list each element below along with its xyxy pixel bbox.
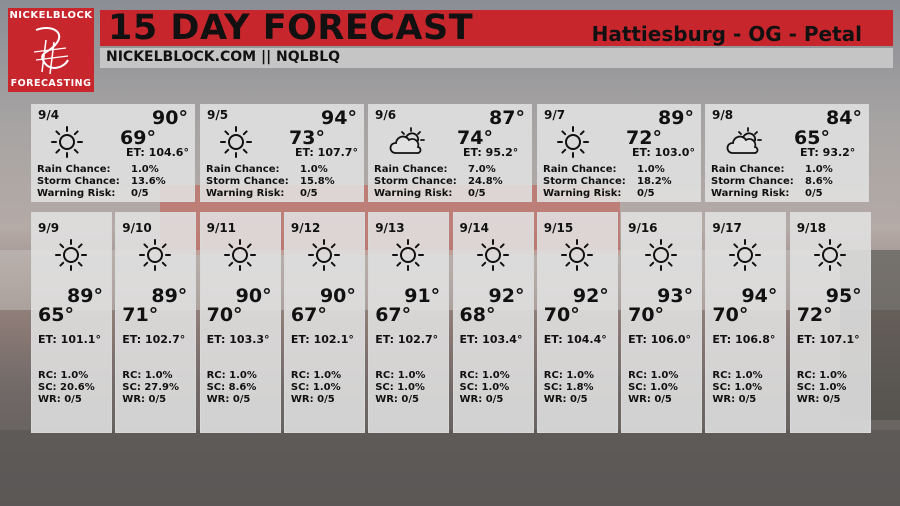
sun-icon <box>391 238 425 276</box>
rc-value: 1.0% <box>229 370 257 381</box>
et-line <box>460 333 523 346</box>
et-line <box>38 333 101 346</box>
day-card <box>31 104 195 202</box>
et-value: 101.1° <box>60 333 101 346</box>
et-value: 103.3° <box>229 333 270 346</box>
rain-row <box>543 164 672 176</box>
et-value: 102.7° <box>397 333 439 346</box>
rc-label: RC: <box>122 370 142 381</box>
et-label: ET: <box>126 146 145 159</box>
warn-label: Warning Risk: <box>37 187 116 199</box>
day-date: 9/6 <box>375 108 397 122</box>
rc-value: 1.0% <box>650 370 679 381</box>
high-temp: 89° <box>658 107 694 129</box>
wr-label: WR: <box>375 394 398 405</box>
et-label: ET: <box>295 146 314 159</box>
et-value: 104.4° <box>566 333 607 346</box>
storm-row <box>543 176 672 188</box>
stats-block <box>206 164 335 199</box>
rc-label: RC: <box>290 370 310 381</box>
rain-value: 1.0% <box>131 164 159 175</box>
high-temp: 90° <box>235 285 272 307</box>
rain-row <box>711 164 833 176</box>
wr-value: 0/5 <box>738 394 757 405</box>
sc-label: SC: <box>122 382 141 393</box>
wr-row <box>207 394 257 406</box>
rain-label: Rain Chance: <box>543 164 617 175</box>
sc-label: SC: <box>543 382 563 393</box>
partly-cloudy-icon <box>387 125 427 163</box>
storm-row <box>374 176 503 188</box>
sc-value: 1.0% <box>818 382 847 393</box>
rain-label: Rain Chance: <box>711 164 785 175</box>
wr-value: 0/5 <box>148 394 167 405</box>
sc-value: 1.0% <box>650 382 678 393</box>
wr-label: WR: <box>38 394 61 405</box>
warn-label: Warning Risk: <box>374 187 453 199</box>
nickelblock-logo <box>8 8 94 92</box>
et-value: 106.8° <box>735 333 776 346</box>
day-card <box>200 104 364 202</box>
sc-value: 1.0% <box>312 382 341 393</box>
day-card <box>31 212 112 433</box>
wr-row <box>712 394 762 406</box>
warn-row <box>543 188 672 200</box>
et-value: 95.2° <box>485 146 519 159</box>
sun-icon <box>50 125 84 163</box>
wr-row <box>544 394 594 406</box>
rc-value: 1.0% <box>60 370 89 381</box>
sc-row <box>122 382 179 394</box>
storm-value: 18.2% <box>637 175 672 187</box>
et-line <box>122 333 185 346</box>
warn-value: 0/5 <box>637 187 655 199</box>
sc-label: SC: <box>38 382 57 393</box>
et-label: ET: <box>206 333 226 346</box>
et-line <box>207 333 270 346</box>
sc-row <box>797 382 847 394</box>
et-label: ET: <box>796 333 816 346</box>
day-date: 9/16 <box>628 221 658 235</box>
sc-value: 1.0% <box>481 382 510 393</box>
rc-label: RC: <box>375 370 395 381</box>
et-label: ET: <box>712 333 732 346</box>
et-line <box>295 146 358 159</box>
rc-row <box>797 370 847 382</box>
day-card <box>368 104 532 202</box>
sc-label: SC: <box>712 382 731 393</box>
high-temp: 92° <box>488 285 525 307</box>
high-temp: 91° <box>404 285 441 307</box>
low-temp: 71° <box>122 304 159 326</box>
day-date: 9/4 <box>38 108 60 122</box>
low-temp: 68° <box>459 304 496 326</box>
day-card <box>537 212 618 433</box>
storm-label: Storm Chance: <box>374 175 457 187</box>
stats-block <box>712 370 762 406</box>
stats-block <box>37 164 166 199</box>
low-temp: 65° <box>794 127 830 149</box>
high-temp: 90° <box>152 107 188 129</box>
day-card <box>790 212 871 433</box>
wr-value: 0/5 <box>232 394 251 405</box>
sc-row <box>460 382 510 394</box>
stats-block <box>374 164 503 199</box>
et-value: 103.0° <box>654 146 695 159</box>
sc-row <box>38 382 95 394</box>
day-card <box>621 212 702 433</box>
wr-row <box>291 394 341 406</box>
rc-label: RC: <box>796 370 816 381</box>
storm-row <box>37 176 166 188</box>
sun-icon <box>560 238 594 276</box>
rain-value: 1.0% <box>300 164 328 175</box>
wr-value: 0/5 <box>317 394 335 405</box>
et-line <box>800 146 855 159</box>
rc-label: RC: <box>38 370 58 381</box>
et-line <box>463 146 518 159</box>
warn-row <box>37 188 166 200</box>
et-line <box>797 333 860 346</box>
day-date: 9/7 <box>544 108 566 122</box>
et-label: ET: <box>463 146 482 159</box>
high-temp: 92° <box>572 285 609 307</box>
wr-value: 0/5 <box>485 394 504 405</box>
day-date: 9/13 <box>375 221 405 235</box>
et-value: 104.6° <box>148 146 189 159</box>
stats-block <box>375 370 425 406</box>
warn-row <box>711 188 833 200</box>
stats-block <box>544 370 594 406</box>
wr-label: WR: <box>543 394 567 405</box>
rain-value: 7.0% <box>468 164 496 175</box>
wr-row <box>122 394 179 406</box>
et-line <box>712 333 775 346</box>
stats-block <box>122 370 179 406</box>
location-label: Hattiesburg - OG - Petal <box>591 22 862 46</box>
day-card <box>368 212 449 433</box>
logo-emblem-icon <box>26 22 76 78</box>
wr-row <box>797 394 847 406</box>
stats-block <box>628 370 678 406</box>
sun-icon <box>223 238 257 276</box>
rc-value: 1.0% <box>482 370 510 381</box>
high-temp: 87° <box>489 107 525 129</box>
rc-row <box>375 370 425 382</box>
storm-value: 24.8% <box>468 175 503 187</box>
rain-row <box>37 164 166 176</box>
day-date: 9/8 <box>712 108 734 122</box>
rain-label: Rain Chance: <box>37 164 111 175</box>
low-temp: 67° <box>290 304 327 326</box>
sc-row <box>375 382 425 394</box>
rc-value: 1.0% <box>734 370 763 381</box>
rc-value: 1.0% <box>313 370 342 381</box>
et-line <box>544 333 607 346</box>
rc-row <box>712 370 762 382</box>
warn-value: 0/5 <box>300 187 318 199</box>
day-date: 9/11 <box>206 221 237 235</box>
day-card <box>705 104 869 202</box>
high-temp: 90° <box>319 285 356 307</box>
storm-value: 8.6% <box>805 175 833 187</box>
sc-label: SC: <box>375 382 394 393</box>
rain-row <box>374 164 503 176</box>
wr-label: WR: <box>796 394 820 405</box>
sc-row <box>712 382 762 394</box>
et-value: 106.0° <box>650 333 692 346</box>
day-card <box>453 212 534 433</box>
rain-value: 1.0% <box>805 164 833 175</box>
rc-row <box>207 370 257 382</box>
wr-value: 0/5 <box>654 394 672 405</box>
sc-row <box>207 382 257 394</box>
day-card <box>537 104 701 202</box>
et-value: 93.2° <box>822 146 856 159</box>
rc-value: 1.0% <box>819 370 847 381</box>
warn-label: Warning Risk: <box>543 187 622 199</box>
stats-block <box>711 164 833 199</box>
et-value: 107.1° <box>819 333 860 346</box>
wr-value: 0/5 <box>570 394 588 405</box>
et-line <box>126 146 189 159</box>
wr-label: WR: <box>290 394 314 405</box>
storm-row <box>206 176 335 188</box>
wr-label: WR: <box>206 394 230 405</box>
wr-label: WR: <box>712 394 736 405</box>
day-card <box>200 212 281 433</box>
et-value: 102.1° <box>313 333 354 346</box>
day-card <box>115 212 196 433</box>
rc-label: RC: <box>543 370 563 381</box>
storm-value: 13.6% <box>131 175 166 187</box>
high-temp: 84° <box>826 107 862 129</box>
low-temp: 72° <box>626 127 662 149</box>
storm-label: Storm Chance: <box>543 175 626 187</box>
rc-row <box>544 370 594 382</box>
sun-icon <box>54 238 88 276</box>
stats-block <box>543 164 672 199</box>
low-temp: 74° <box>457 127 493 149</box>
wr-row <box>38 394 95 406</box>
low-temp: 70° <box>543 304 580 326</box>
et-value: 102.7° <box>144 333 186 346</box>
sun-icon <box>556 125 590 163</box>
sun-icon <box>138 238 172 276</box>
wr-row <box>375 394 425 406</box>
et-line <box>632 146 695 159</box>
sc-value: 1.0% <box>734 382 763 393</box>
sc-label: SC: <box>459 382 479 393</box>
et-label: ET: <box>800 146 819 159</box>
sc-label: SC: <box>206 382 226 393</box>
sc-row <box>291 382 341 394</box>
day-date: 9/10 <box>122 221 152 235</box>
stats-block <box>207 370 257 406</box>
storm-label: Storm Chance: <box>711 175 794 187</box>
rc-label: RC: <box>628 370 648 381</box>
sun-icon <box>728 238 762 276</box>
high-temp: 89° <box>151 285 188 307</box>
rc-row <box>122 370 179 382</box>
et-label: ET: <box>459 333 479 346</box>
day-date: 9/17 <box>712 221 742 235</box>
high-temp: 93° <box>657 285 694 307</box>
rain-row <box>206 164 335 176</box>
wr-value: 0/5 <box>822 394 841 405</box>
et-label: ET: <box>38 333 57 346</box>
wr-row <box>460 394 510 406</box>
high-temp: 94° <box>741 285 778 307</box>
low-temp: 67° <box>375 304 412 326</box>
sun-icon <box>307 238 341 276</box>
low-temp: 65° <box>38 304 74 326</box>
rc-value: 1.0% <box>566 370 595 381</box>
et-label: ET: <box>543 333 563 346</box>
warn-row <box>206 188 335 200</box>
wr-label: WR: <box>628 394 651 405</box>
et-line <box>375 333 438 346</box>
day-date: 9/12 <box>290 221 321 235</box>
et-value: 107.7° <box>317 146 358 159</box>
high-temp: 95° <box>825 285 862 307</box>
rc-label: RC: <box>712 370 732 381</box>
day-card <box>284 212 365 433</box>
rc-value: 1.0% <box>144 370 173 381</box>
warn-value: 0/5 <box>468 187 486 199</box>
et-label: ET: <box>375 333 395 346</box>
logo-text-top: NICKELBLOCK <box>9 10 93 21</box>
wr-label: WR: <box>122 394 146 405</box>
low-temp: 70° <box>628 304 665 326</box>
wr-row <box>628 394 678 406</box>
rain-value: 1.0% <box>637 164 665 175</box>
warn-value: 0/5 <box>131 187 149 199</box>
rc-row <box>628 370 678 382</box>
sc-label: SC: <box>796 382 816 393</box>
stats-block <box>797 370 847 406</box>
low-temp: 70° <box>712 304 749 326</box>
storm-label: Storm Chance: <box>206 175 289 187</box>
rc-row <box>460 370 510 382</box>
sun-icon <box>813 238 847 276</box>
et-label: ET: <box>632 146 651 159</box>
rc-row <box>38 370 95 382</box>
et-label: ET: <box>290 333 310 346</box>
warn-label: Warning Risk: <box>206 187 285 199</box>
stats-block <box>460 370 510 406</box>
et-value: 103.4° <box>482 333 523 346</box>
low-temp: 73° <box>289 127 325 149</box>
subtitle-label: NICKELBLOCK.COM || NQLBLQ <box>106 49 341 65</box>
sc-value: 20.6% <box>60 382 95 393</box>
et-label: ET: <box>628 333 647 346</box>
day-date: 9/14 <box>459 221 489 235</box>
sun-icon <box>476 238 510 276</box>
background-road <box>0 430 900 506</box>
sc-value: 8.6% <box>228 382 257 393</box>
storm-value: 15.8% <box>300 175 335 187</box>
et-line <box>628 333 691 346</box>
low-temp: 72° <box>796 304 833 326</box>
sun-icon <box>219 125 253 163</box>
sc-value: 27.9% <box>144 382 180 393</box>
high-temp: 94° <box>321 107 357 129</box>
sc-label: SC: <box>290 382 310 393</box>
sc-value: 1.8% <box>565 382 594 393</box>
sc-label: SC: <box>628 382 647 393</box>
partly-cloudy-icon <box>724 125 764 163</box>
sun-icon <box>644 238 678 276</box>
sc-row <box>544 382 594 394</box>
storm-row <box>711 176 833 188</box>
low-temp: 70° <box>206 304 243 326</box>
sc-value: 1.0% <box>397 382 425 393</box>
stats-block <box>38 370 95 406</box>
rc-label: RC: <box>206 370 226 381</box>
et-line <box>291 333 354 346</box>
storm-label: Storm Chance: <box>37 175 120 187</box>
rain-label: Rain Chance: <box>206 164 280 175</box>
wr-value: 0/5 <box>64 394 82 405</box>
page-title: 15 DAY FORECAST <box>108 8 474 48</box>
rain-label: Rain Chance: <box>374 164 448 175</box>
day-date: 9/9 <box>38 221 60 235</box>
warn-label: Warning Risk: <box>711 187 790 199</box>
wr-value: 0/5 <box>401 394 419 405</box>
rc-value: 1.0% <box>397 370 426 381</box>
warn-row <box>374 188 503 200</box>
sc-row <box>628 382 678 394</box>
rc-label: RC: <box>459 370 479 381</box>
wr-label: WR: <box>459 394 483 405</box>
warn-value: 0/5 <box>805 187 823 199</box>
logo-text-bottom: FORECASTING <box>10 78 92 89</box>
rc-row <box>291 370 341 382</box>
day-date: 9/18 <box>796 221 827 235</box>
day-card <box>705 212 786 433</box>
day-date: 9/5 <box>207 108 229 122</box>
low-temp: 69° <box>120 127 156 149</box>
day-date: 9/15 <box>543 221 574 235</box>
stats-block <box>291 370 341 406</box>
high-temp: 89° <box>67 285 103 307</box>
et-label: ET: <box>122 333 142 346</box>
